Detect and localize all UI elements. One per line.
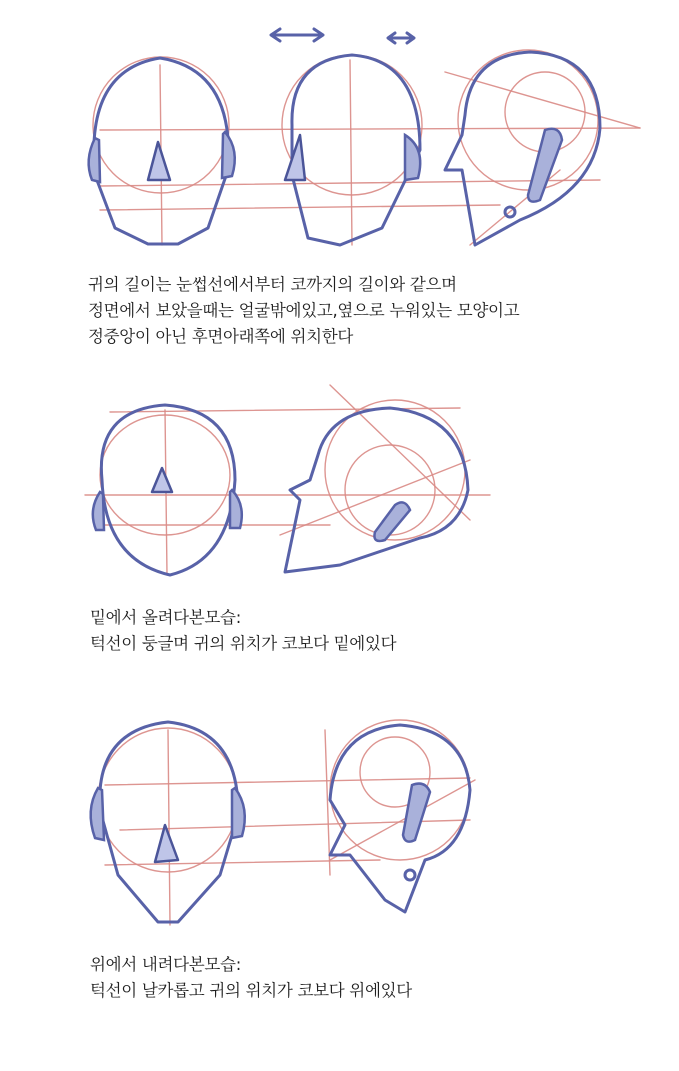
ear-icon [230, 490, 242, 528]
ear-icon [232, 788, 245, 838]
caption-line: 귀의 길이는 눈썹선에서부터 코까지의 길이와 같으며 [88, 275, 457, 294]
panel-eye-level [0, 0, 679, 360]
eye-level-head-sketches [0, 0, 679, 260]
above-view-head-sketches [0, 700, 679, 940]
below-view-head-sketches [0, 360, 679, 590]
side-view-head [280, 385, 470, 572]
caption-line: 턱선이 날카롭고 귀의 위치가 코보다 위에있다 [90, 981, 412, 1000]
caption-line: 위에서 내려다본모습: [90, 955, 241, 974]
panel-view-from-below [0, 360, 679, 700]
ear-icon [222, 132, 235, 178]
caption-line: 정중앙이 아닌 후면아래쪽에 위치한다 [88, 327, 354, 346]
ear-icon [89, 138, 100, 182]
rotation-arrow-icon [388, 33, 414, 43]
caption-line: 밑에서 올려다본모습: [90, 608, 241, 627]
nose-icon [155, 825, 178, 862]
three-quarter-view-head [282, 55, 422, 245]
caption-line: 턱선이 둥글며 귀의 위치가 코보다 밑에있다 [90, 634, 397, 653]
ear-icon [403, 784, 430, 842]
side-view-head [445, 50, 640, 245]
ear-icon [528, 129, 562, 202]
nose-icon [285, 135, 305, 180]
caption-line: 정면에서 보았을때는 얼굴밖에있고,옆으로 누워있는 모양이고 [88, 301, 520, 320]
nose-icon [148, 142, 170, 180]
panel-view-from-above [0, 700, 679, 1071]
ear-icon [91, 788, 104, 840]
rotation-arrow-icon [271, 29, 323, 41]
below-view-caption [90, 605, 396, 657]
ear-icon [93, 492, 104, 530]
front-view-head [85, 405, 490, 575]
above-view-caption [90, 952, 412, 1004]
side-view-head [325, 720, 475, 912]
eye-level-caption [88, 272, 519, 350]
ear-icon [405, 135, 420, 180]
nose-icon [152, 468, 172, 492]
